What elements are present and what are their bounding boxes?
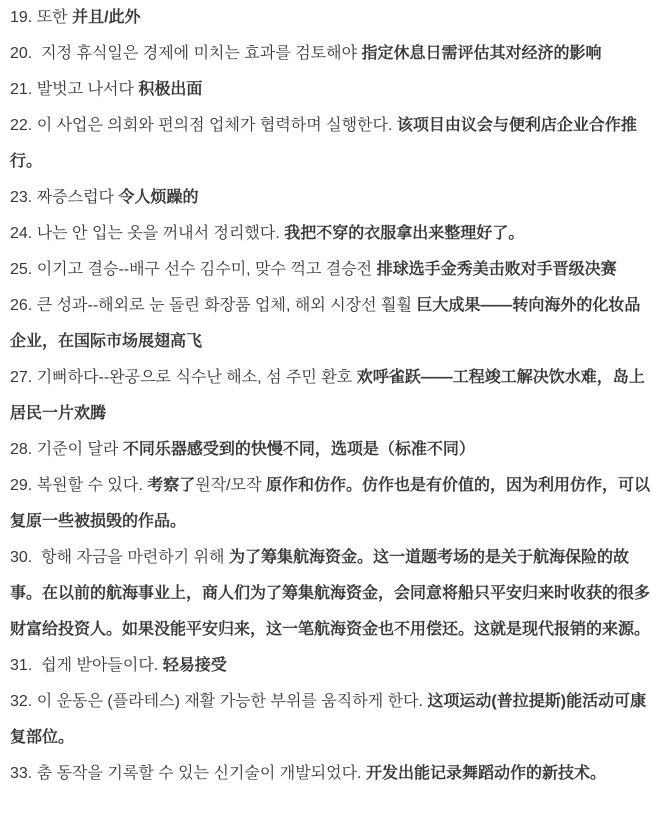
chinese-text: 轻易接受	[162, 657, 227, 674]
list-item	[10, 360, 650, 432]
chinese-text: 不同乐器感受到的快慢不同，选项是（标准不同）	[122, 441, 475, 458]
chinese-text: 令人烦躁的	[118, 189, 199, 206]
item-number: 24.	[10, 225, 33, 242]
korean-text: 기준이 달라	[36, 441, 123, 458]
chinese-text: 欢呼雀跃——工程竣工解决饮水难，岛上居民一片欢腾	[10, 369, 645, 422]
item-number: 21.	[10, 81, 33, 98]
korean-text: 짜증스럽다	[36, 189, 119, 206]
korean-text: 이기고 결승--배구 선수 김수미, 맞수 꺽고 결승전	[36, 261, 377, 278]
item-number: 29.	[10, 477, 33, 494]
chinese-text: 该项目由议会与便利店企业合作推行。	[10, 117, 637, 170]
item-number: 28.	[10, 441, 33, 458]
list-item	[10, 0, 650, 36]
item-number: 25.	[10, 261, 33, 278]
chinese-text: 指定休息日需评估其对经济的影响	[361, 45, 602, 62]
item-number: 31.	[10, 657, 33, 674]
item-number: 22.	[10, 117, 33, 134]
chinese-text: 积极出面	[138, 81, 203, 98]
korean-text: 복원할 수 있다.	[36, 477, 148, 494]
korean-text: 또한	[36, 9, 73, 26]
korean-text: 지정 휴식일은 경제에 미치는 효과를 검토해야	[36, 45, 362, 62]
chinese-text: 这项运动(普拉提斯)能活动可康复部位。	[10, 693, 647, 746]
list-item	[10, 432, 650, 468]
item-number: 26.	[10, 297, 33, 314]
chinese-text: 我把不穿的衣服拿出来整理好了。	[284, 225, 525, 242]
chinese-text: 开发出能记录舞蹈动作的新技术。	[365, 765, 606, 782]
korean-text: 나는 안 입는 옷을 꺼내서 정리했다.	[36, 225, 285, 242]
chinese-text: 排球选手金秀美击败对手晋级决赛	[376, 261, 617, 278]
list-item	[10, 288, 650, 360]
korean-text: 쉽게 받아들이다.	[36, 657, 163, 674]
korean-text: 이 사업은 의회와 편의점 업체가 협력하며 실행한다.	[36, 117, 397, 134]
korean-text: 춤 동작을 기록할 수 있는 신기술이 개발되었다.	[36, 765, 366, 782]
item-number: 27.	[10, 369, 33, 386]
item-number: 32.	[10, 693, 33, 710]
list-item	[10, 468, 650, 540]
korean-text: 기뻐하다--완공으로 식수난 해소, 섬 주민 환호	[36, 369, 357, 386]
list-item	[10, 252, 650, 288]
list-item	[10, 756, 650, 792]
korean-text: 큰 성과--해외로 눈 돌린 화장품 업체, 해외 시장선 훨훨	[36, 297, 417, 314]
chinese-text: 并且/此外	[72, 9, 141, 26]
item-number: 20.	[10, 45, 33, 62]
list-item	[10, 648, 650, 684]
korean-text: 항해 자금을 마련하기 위해	[36, 549, 229, 566]
list-item	[10, 180, 650, 216]
chinese-text: 原作和仿作。仿作也是有价值的，因为利用仿作，可以复原一些被损毁的作品。	[10, 477, 650, 530]
korean-text: 원작/모작	[195, 477, 266, 494]
korean-text: 이 운동은 (플라테스) 재활 가능한 부위를 움직하게 한다.	[36, 693, 428, 710]
list-item	[10, 72, 650, 108]
list-item	[10, 216, 650, 252]
chinese-text: 巨大成果——转向海外的化妆品企业，在国际市场展翅高飞	[10, 297, 641, 350]
item-number: 30.	[10, 549, 33, 566]
list-item	[10, 540, 650, 648]
item-number: 33.	[10, 765, 33, 782]
item-number: 19.	[10, 9, 33, 26]
list-item	[10, 108, 650, 180]
chinese-text: 为了筹集航海资金。这一道题考场的是关于航海保险的故事。在以前的航海事业上，商人们为了筹集航海资金，会同意将船只平安归来时收获的很多财富给投资人。如果没能平安归来，这一笔航海资金也不用偿还。这就是现代报销的来源。	[10, 549, 651, 638]
list-item	[10, 684, 650, 756]
korean-text: 발벗고 나서다	[36, 81, 139, 98]
item-number: 23.	[10, 189, 33, 206]
list-item	[10, 36, 650, 72]
chinese-text: 考察了	[147, 477, 196, 494]
